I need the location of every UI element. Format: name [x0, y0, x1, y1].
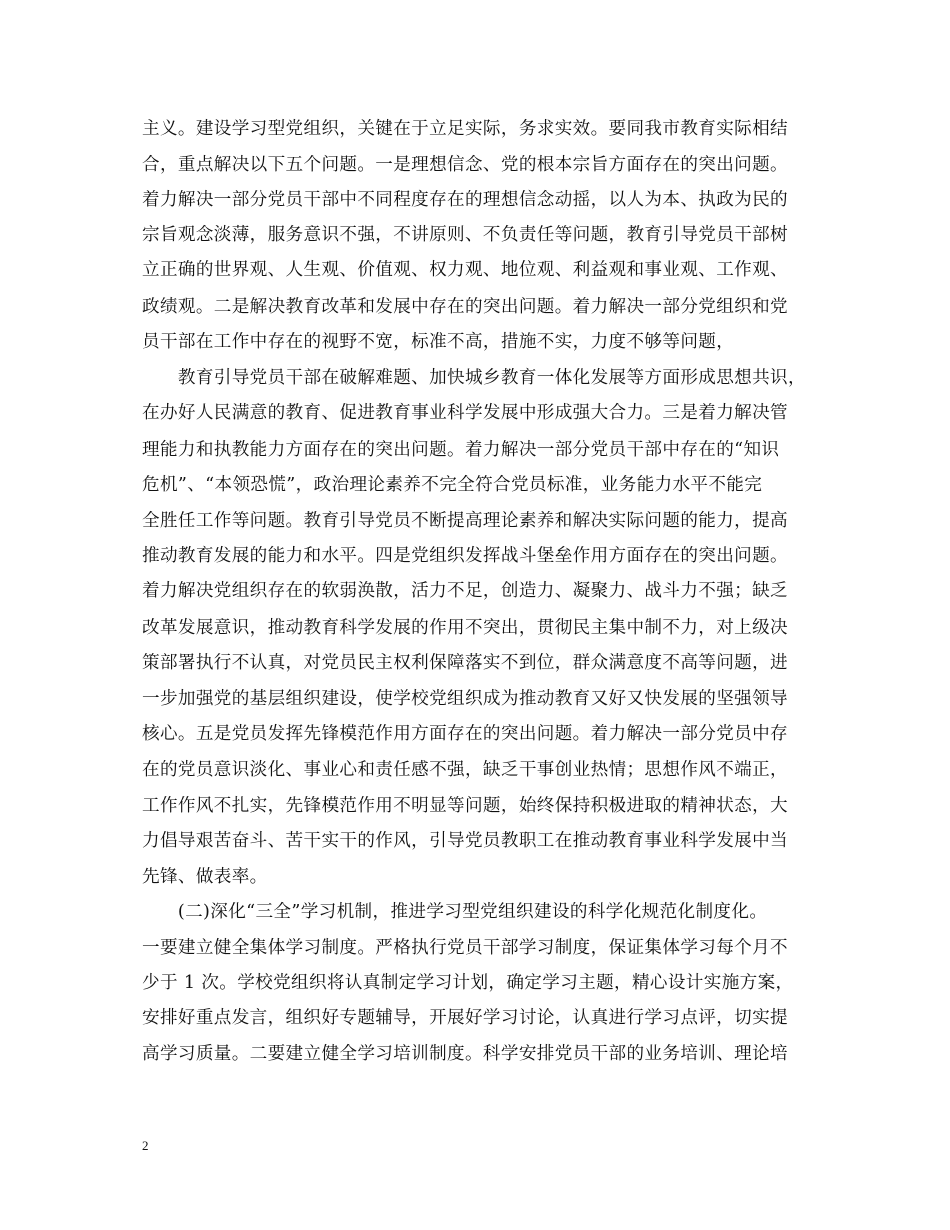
- text-line: 合，重点解决以下五个问题。一是理想信念、党的根本宗旨方面存在的突出问题。: [142, 155, 788, 175]
- text-line: 推动教育发展的能力和水平。四是党组织发挥战斗堡垒作用方面存在的突出问题。: [142, 546, 788, 566]
- text-line: 教育引导党员干部在破解难题、加快城乡教育一体化发展等方面形成思想共识，: [142, 368, 806, 388]
- text-line: 员干部在工作中存在的视野不宽，标准不高，措施不实，力度不够等问题，: [142, 332, 735, 352]
- text-line: 主义。建设学习型党组织，关键在于立足实际，务求实效。要同我市教育实际相结: [142, 119, 788, 139]
- text-line: 核心。五是党员发挥先锋模范作用方面存在的突出问题。着力解决一部分党员中存: [142, 724, 788, 744]
- text-line: 高学习质量。二要建立健全学习培训制度。科学安排党员干部的业务培训、理论培: [142, 1044, 788, 1064]
- text-line: 着力解决一部分党员干部中不同程度存在的理想信念动摇，以人为本、执政为民的: [142, 190, 788, 210]
- text-line: 改革发展意识，推动教育科学发展的作用不突出，贯彻民主集中制不力，对上级决: [142, 618, 788, 638]
- text-line: 着力解决党组织存在的软弱涣散，活力不足，创造力、凝聚力、战斗力不强；缺乏: [142, 581, 788, 601]
- text-line: 理能力和执教能力方面存在的突出问题。着力解决一部分党员干部中存在的“知识: [142, 440, 780, 460]
- text-line: 一步加强党的基层组织建设，使学校党组织成为推动教育又好又快发展的坚强领导: [142, 689, 788, 709]
- text-line: 力倡导艰苦奋斗、苦干实干的作风，引导党员教职工在推动教育事业科学发展中当: [142, 831, 788, 851]
- text-line: 在办好人民满意的教育、促进教育事业科学发展中形成强大合力。三是着力解决管: [142, 403, 788, 423]
- text-line: 政绩观。二是解决教育改革和发展中存在的突出问题。着力解决一部分党组织和党: [142, 297, 788, 317]
- text-line: 立正确的世界观、人生观、价值观、权力观、地位观、利益观和事业观、工作观、: [142, 260, 788, 280]
- text-line: 工作作风不扎实，先锋模范作用不明显等问题，始终保持积极进取的精神状态，大: [142, 796, 788, 816]
- text-line: 策部署执行不认真，对党员民主权利保障落实不到位，群众满意度不高等问题，进: [142, 653, 788, 673]
- text-line: 先锋、做表率。: [142, 867, 268, 887]
- text-line: 一要建立健全集体学习制度。严格执行党员干部学习制度，保证集体学习每个月不: [142, 938, 788, 958]
- text-line: 危机”、“本领恐慌”，政治理论素养不完全符合党员标准，业务能力水平不能完: [142, 475, 763, 495]
- page-number: 2: [142, 1138, 149, 1153]
- text-line: 在的党员意识淡化、事业心和责任感不强，缺乏干事创业热情；思想作风不端正，: [142, 760, 788, 780]
- text-line: 安排好重点发言，组织好专题辅导，开展好学习讨论，认真进行学习点评，切实提: [142, 1008, 788, 1028]
- text-line: (二)深化“三全”学习机制，推进学习型党组织建设的科学化规范化制度化。: [142, 902, 768, 922]
- text-line: 少于 1 次。学校党组织将认真制定学习计划，确定学习主题，精心设计实施方案，: [142, 973, 794, 993]
- text-line: 宗旨观念淡薄，服务意识不强，不讲原则、不负责任等问题，教育引导党员干部树: [142, 225, 788, 245]
- text-line: 全胜任工作等问题。教育引导党员不断提高理论素养和解决实际问题的能力，提高: [142, 511, 788, 531]
